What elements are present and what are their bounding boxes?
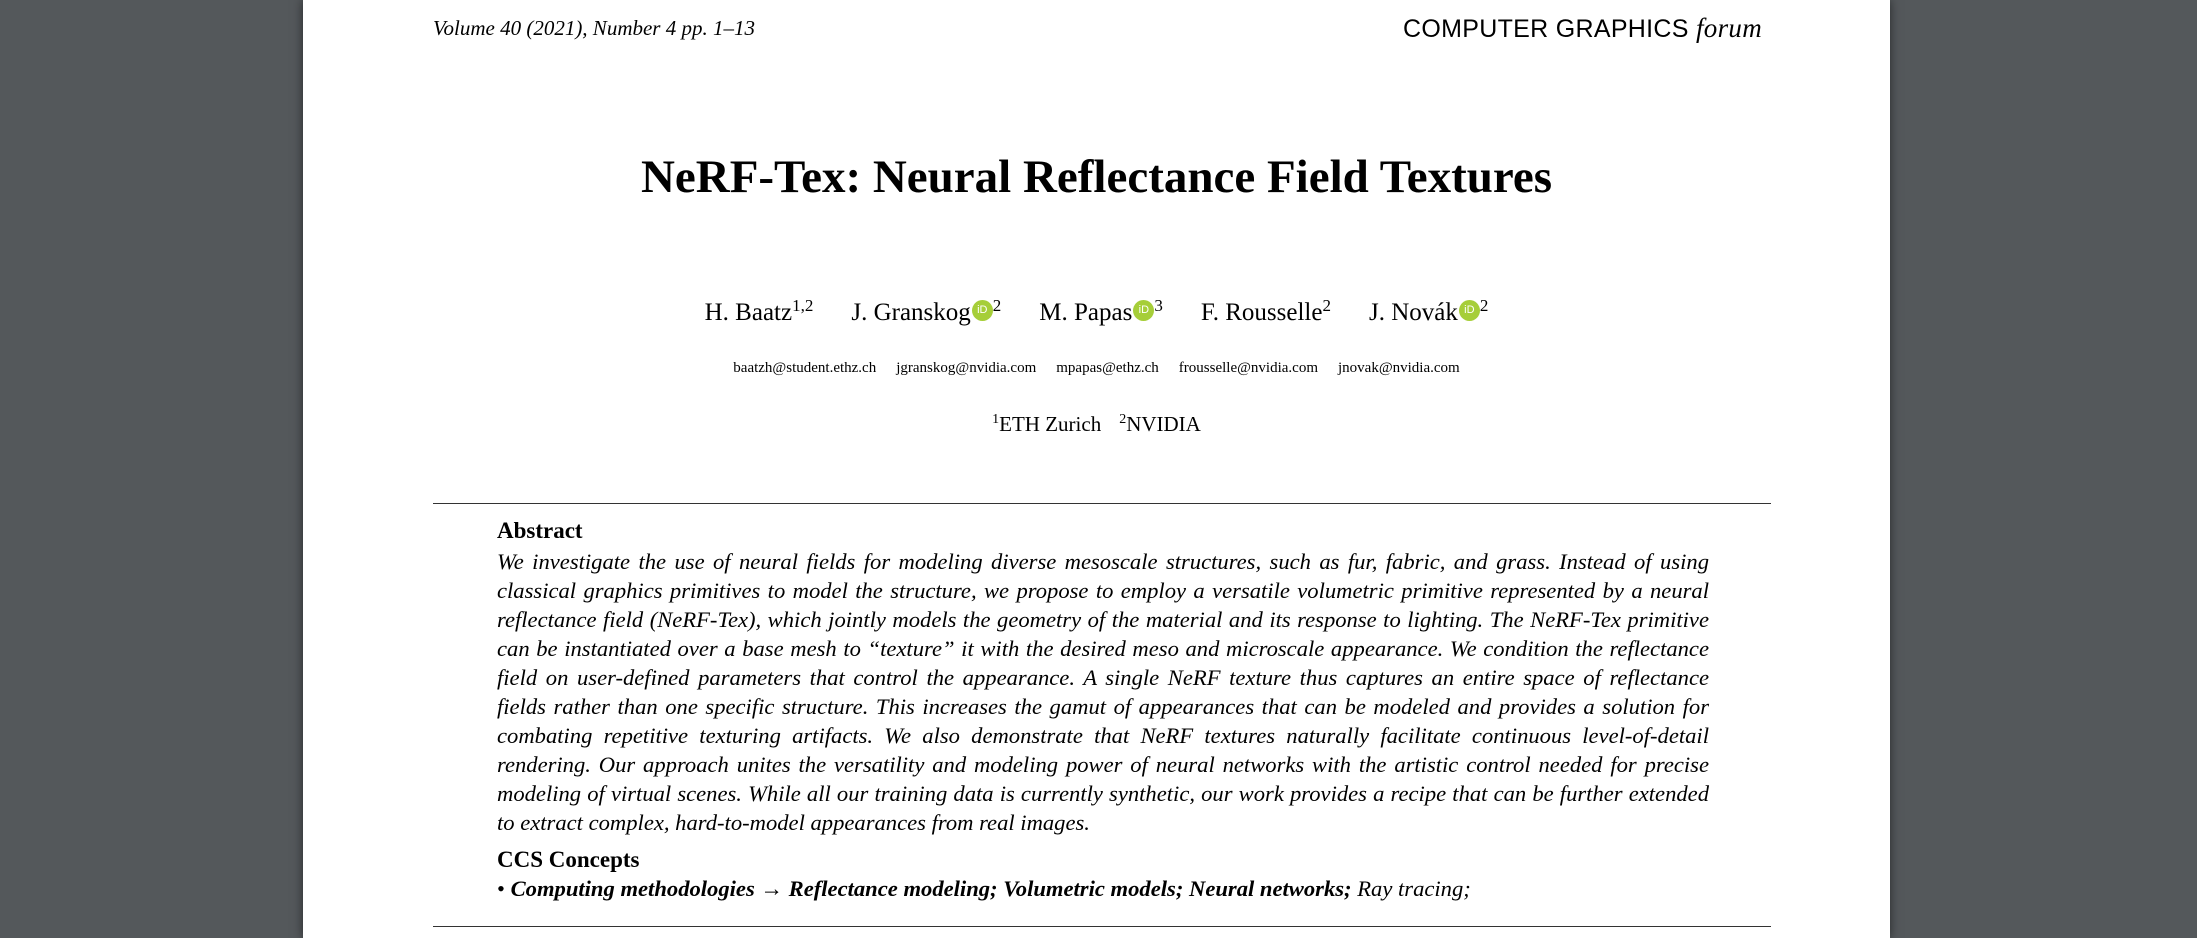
orcid-icon[interactable]: iD xyxy=(972,300,993,321)
author-name-text: M. Papas xyxy=(1039,299,1133,326)
ccs-primary-concepts: Computing methodologies → Reflectance modeling; Volumetric models; Neural networks; xyxy=(510,876,1352,901)
pdf-page xyxy=(303,0,1890,938)
author-name-text: J. Novák xyxy=(1368,299,1458,326)
journal-issue: Volume 40 (2021), Number 4 pp. 1–13 xyxy=(433,16,755,40)
abstract-text: We investigate the use of neural fields for modeling diverse mesoscale structures, such as fur, fabric, and grass. Instead of using classical graphics primitives to model the structure, we propose to employ a versatile volumetric primitive represented by a neural reflectance field (NeRF-Tex), which jointly models the geometry of the material and its response to lighting. The NeRF-Tex primitive can be instantiated over a base mesh to “texture” it with the desired meso and microscale appearance. We condition the reflectance field on user-defined parameters that control the appearance. A single NeRF texture thus captures an entire space of reflectance fields rather than one specific structure. This increases the gamut of appearances that can be modeled and provides a solution for combating repetitive texturing artifacts. We also demonstrate that NeRF textures naturally facilitate continuous level-of-detail rendering. Our approach unites the versatility and modeling power of neural networks with the artistic control needed for precise modeling of virtual scenes. While all our training data is currently synthetic, our work provides a recipe that can be further extended to extract complex, hard-to-model appearances from real images. xyxy=(497,549,1709,835)
affiliation-number: 2 xyxy=(1119,412,1127,427)
publication-title: COMPUTER GRAPHICS xyxy=(1403,15,1689,43)
author-list xyxy=(303,296,1890,327)
divider-top xyxy=(433,503,1771,504)
author-name-text: H. Baatz xyxy=(704,299,793,326)
author-email[interactable]: baatzh@student.ethz.ch xyxy=(733,360,877,376)
author-email[interactable]: jnovak@nvidia.com xyxy=(1338,360,1460,376)
orcid-icon[interactable]: iD xyxy=(1133,300,1154,321)
author-affiliation-marker: 3 xyxy=(1154,296,1163,315)
affiliations xyxy=(303,412,1890,437)
ccs-bullet: • xyxy=(497,876,505,901)
author-emails xyxy=(303,360,1890,377)
ccs-secondary-concepts: Ray tracing; xyxy=(1357,876,1471,901)
author-email[interactable]: frousselle@nvidia.com xyxy=(1178,360,1318,376)
divider-bottom xyxy=(433,926,1771,927)
publication-name xyxy=(1403,13,1762,44)
author-affiliation-marker: 1,2 xyxy=(792,296,814,315)
author-name-text: J. Granskog xyxy=(851,299,971,326)
author-name xyxy=(851,296,1001,327)
paper-title: NeRF-Tex: Neural Reflectance Field Textures xyxy=(640,151,1553,203)
ccs-concepts xyxy=(497,876,1471,902)
author-email[interactable]: mpapas@ethz.ch xyxy=(1056,360,1159,376)
author-email[interactable]: jgranskog@nvidia.com xyxy=(896,360,1037,376)
affiliation-name: NVIDIA xyxy=(1126,412,1201,436)
author-name xyxy=(1201,296,1331,327)
author-name-text: F. Rousselle xyxy=(1200,299,1323,326)
abstract-heading: Abstract xyxy=(497,518,583,543)
author-affiliation-marker: 2 xyxy=(1322,296,1331,315)
ccs-heading: CCS Concepts xyxy=(497,847,640,872)
author-affiliation-marker: 2 xyxy=(1479,296,1489,315)
author-affiliation-marker: 2 xyxy=(992,296,1002,315)
author-name xyxy=(1039,296,1163,327)
author-name xyxy=(1369,296,1488,327)
author-name xyxy=(705,296,814,327)
publication-forum: forum xyxy=(1695,13,1762,43)
affiliation-name: ETH Zurich xyxy=(999,412,1102,436)
orcid-icon[interactable]: iD xyxy=(1459,300,1480,321)
affiliation-number: 1 xyxy=(992,412,1000,427)
